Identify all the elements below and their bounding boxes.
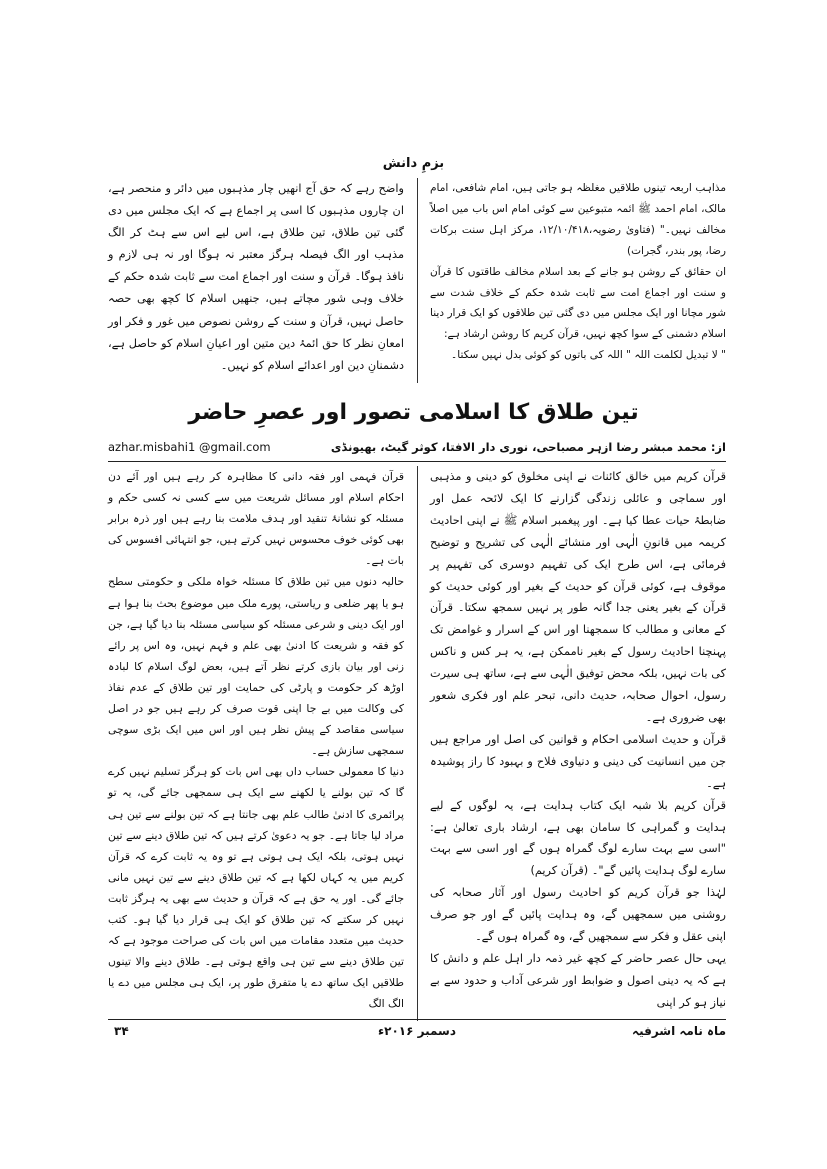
column-divider (417, 466, 418, 1021)
article-title: تین طلاق کا اسلامی تصور اور عصرِ حاضر (188, 400, 639, 425)
top-left-column (108, 178, 404, 377)
page-footer (108, 1024, 726, 1044)
paragraph: قرآن کریم میں خالق کائنات نے اپنی مخلوق کو دینی و مذہبی اور سماجی و عائلی زندگی گزارنے کا ایک لائحہ عمل اور ضابطۂ حیات عطا کیا ہے۔ اور پیغمبر اسلام ﷺ نے اپنی احادیث کریمہ میں قانونِ الٰہی اور منشائے الٰہی کی تشریح و توضیح فرمائی ہے، اس طرح ایک کی تفہیم دوسری کی تفہیم پر موقوف ہے، کوئی قرآن کو حدیث کے بغیر اور کوئی حدیث کو قرآن کے بغیر یعنی جدا گانہ طور پر نہیں سمجھ سکتا۔ قرآن کے معانی و مطالب کا سمجھنا اور اس کے اسرار و غوامض تک پہنچنا احادیث رسول کے بغیر ناممکن ہے، یہ ہر کس و ناکس کی بات نہیں، بلکہ محض توفیق الٰہی سے ہے، ساتھ ہی سیرت رسول، احوال صحابہ، حدیث دانی، تبحر علم اور فکری شعور بھی ضروری ہے۔ (430, 470, 726, 724)
quote-paragraph: " لا تبدیل لکلمت اللہ " اللہ کی باتوں کو کوئی بدل نہیں سکتا۔ (451, 349, 726, 362)
paragraph: مذاہب اربعہ تینوں طلاقیں مغلظہ ہو جاتی ہیں، امام شافعی، امام مالک، امام احمد ﷺ ائمہ متبوعین سے کوئی امام اس باب میں اصلاً مخالف نہیں۔" (فتاویٰ رضویہ،۱۲/۱۰/۴۱۸، مرکز اہل سنت برکات رضا، پور بندر، گجرات) (430, 182, 727, 257)
page-number: ۳۴ (114, 1024, 129, 1038)
author-line: از: محمد مبشر رضا ازہر مصباحی، نوری دار الافتا، کوثر گیٹ، بھیونڈی (330, 440, 726, 454)
section-header: بزمِ دانش (382, 156, 445, 171)
paragraph: قرآن فہمی اور فقہ دانی کا مظاہرہ کر رہے ہیں اور آئے دن احکام اسلام اور مسائل شریعت میں سے کسی نہ کسی حکم و مسئلہ کو نشانۂ تنقید اور ہدف ملامت بنا رہے ہیں اور ذرہ برابر بھی کوئی خوف محسوس نہیں کرتے ہیں، جو انتہائی افسوس کی بات ہے۔ (108, 470, 404, 568)
paragraph: قرآن و حدیث اسلامی احکام و قوانین کی اصل اور مراجع ہیں جن میں انسانیت کی دینی و دنیاوی فلاح و بہبود کا راز پوشیدہ ہے۔ (430, 732, 726, 790)
paragraph: واضح رہے کہ حق آج انھیں چار مذہبوں میں دائر و منحصر ہے، ان چاروں مذہبوں کا اسی پر اجماع ہے کہ ایک مجلس میں دی گئی تین طلاق، تین طلاق ہے، اس لیے اس سے ہٹ کر الگ مذہب اور الگ فیصلہ ہرگز معتبر نہ ہوگا اور نہ ہی لازم و نافذ ہوگا۔ قرآن و سنت اور اجماع امت سے ثابت شدہ حکم کے خلاف وہی شور مچاتے ہیں، جنھیں اسلام کا کچھ بھی حصہ حاصل نہیں، قرآن و سنت کے روشن نصوص میں غور و فکر اور امعانِ نظر کا حق ائمۂ دین متین اور اعیانِ اسلام کو حاصل ہے، دشمنانِ دین اور اعدائے اسلام کو نہیں۔ (108, 182, 404, 372)
author-email: azhar.misbahi1 @gmail.com (108, 440, 271, 454)
top-continuation (108, 178, 726, 388)
paragraph: ان حقائق کے روشن ہو جانے کے بعد اسلام مخالف طاقتوں کا قرآن و سنت اور اجماع امت سے ثابت شدہ حکم کے خلاف شدت سے شور مچانا اور ایک مجلس میں دی گئی تین طلاقوں کو ایک قرار دینا اسلام دشمنی کے سوا کچھ نہیں، قرآن کریم کا روشن ارشاد ہے: (430, 265, 726, 341)
top-right-column (430, 178, 726, 366)
byline-rule (108, 461, 726, 462)
paragraph: یہی حال عصر حاضر کے کچھ غیر ذمہ دار اہل علم و دانش کا ہے کہ یہ دینی اصول و ضوابط اور شرعی آداب و حدود سے بے نیاز ہو کر اپنی (430, 951, 726, 1009)
body-right-column (430, 466, 726, 1014)
paragraph: قرآن کریم بلا شبہ ایک کتاب ہدایت ہے، یہ لوگوں کے لیے ہدایت و گمراہی کا سامان بھی ہے، ارشاد باری تعالیٰ ہے: "اسی سے بہت سارے لوگ گمراہ ہوں گے اور اسی سے بہت سارے لوگ ہدایت پائیں گے"۔ (قرآن کریم) (430, 798, 726, 878)
article-body (108, 466, 726, 1021)
issue-date: دسمبر ۲۰۱۶ء (378, 1024, 456, 1038)
byline (108, 440, 726, 458)
paragraph: حالیہ دنوں میں تین طلاق کا مسئلہ خواہ ملکی و حکومتی سطح ہو یا پھر ضلعی و ریاستی، پورے ملک میں موضوع بحث بنا ہوا ہے اور ایک دینی و شرعی مسئلہ کو سیاسی مسئلہ بنا دیا گیا ہے، جن کو فقہ و شریعت کا ادنیٰ بھی علم و فہم نہیں، وہ اس پر رائے زنی اور بیان بازی کرتے نظر آتے ہیں، بعض لوگ اسلام کا لبادہ اوڑھ کر حکومت و پارٹی کی حمایت اور تین طلاق کے عدم نفاذ کی وکالت میں بے جا اپنی قوت صرف کر رہے ہیں جو در اصل سیاسی مقاصد کے پیش نظر ہیں اور اس میں ایک بڑی سوچی سمجھی سازش ہے۔ (108, 575, 404, 758)
magazine-name: ماہ نامہ اشرفیہ (632, 1024, 726, 1038)
paragraph: لہٰذا جو قرآن کریم کو احادیث رسول اور آثار صحابہ کی روشنی میں سمجھیں گے، وہ ہدایت پائیں گے اور جو صرف اپنی عقل و فکر سے سمجھیں گے، وہ گمراہ ہوں گے۔ (430, 886, 726, 944)
column-divider (417, 178, 418, 383)
paragraph: دنیا کا معمولی حساب داں بھی اس بات کو ہرگز تسلیم نہیں کرے گا کہ تین بولنے یا لکھنے سے ایک ہی سمجھی جائے گی، یہ تو پرائمری کا ادنیٰ طالب علم بھی جانتا ہے کہ تین بولنے سے تین ہی مراد لیا جاتا ہے۔ جو یہ دعویٰ کرتے ہیں کہ تین طلاق دینے سے تین نہیں ہوتی، بلکہ ایک ہی ہوتی ہے تو وہ یہ ثابت کرے کہ قرآن کریم میں یہ کہاں لکھا ہے کہ تین طلاق دینے سے تین نہیں مانی جائے گی۔ اور یہ حق ہے کہ قرآن و حدیث سے بھی یہ ہرگز ثابت نہیں کر سکتے کہ تین طلاق کو ایک ہی قرار دیا گیا ہو۔ کتب حدیث میں متعدد مقامات میں اس بات کی صراحت موجود ہے کہ تین طلاق دینے سے تین ہی واقع ہوتی ہے۔ طلاق دینے والا تینوں طلاقیں ایک ساتھ دے یا متفرق طور پر، ایک ہی مجلس میں دے یا الگ الگ (108, 765, 404, 1011)
body-left-column (108, 466, 404, 1014)
footer-rule (108, 1019, 726, 1020)
